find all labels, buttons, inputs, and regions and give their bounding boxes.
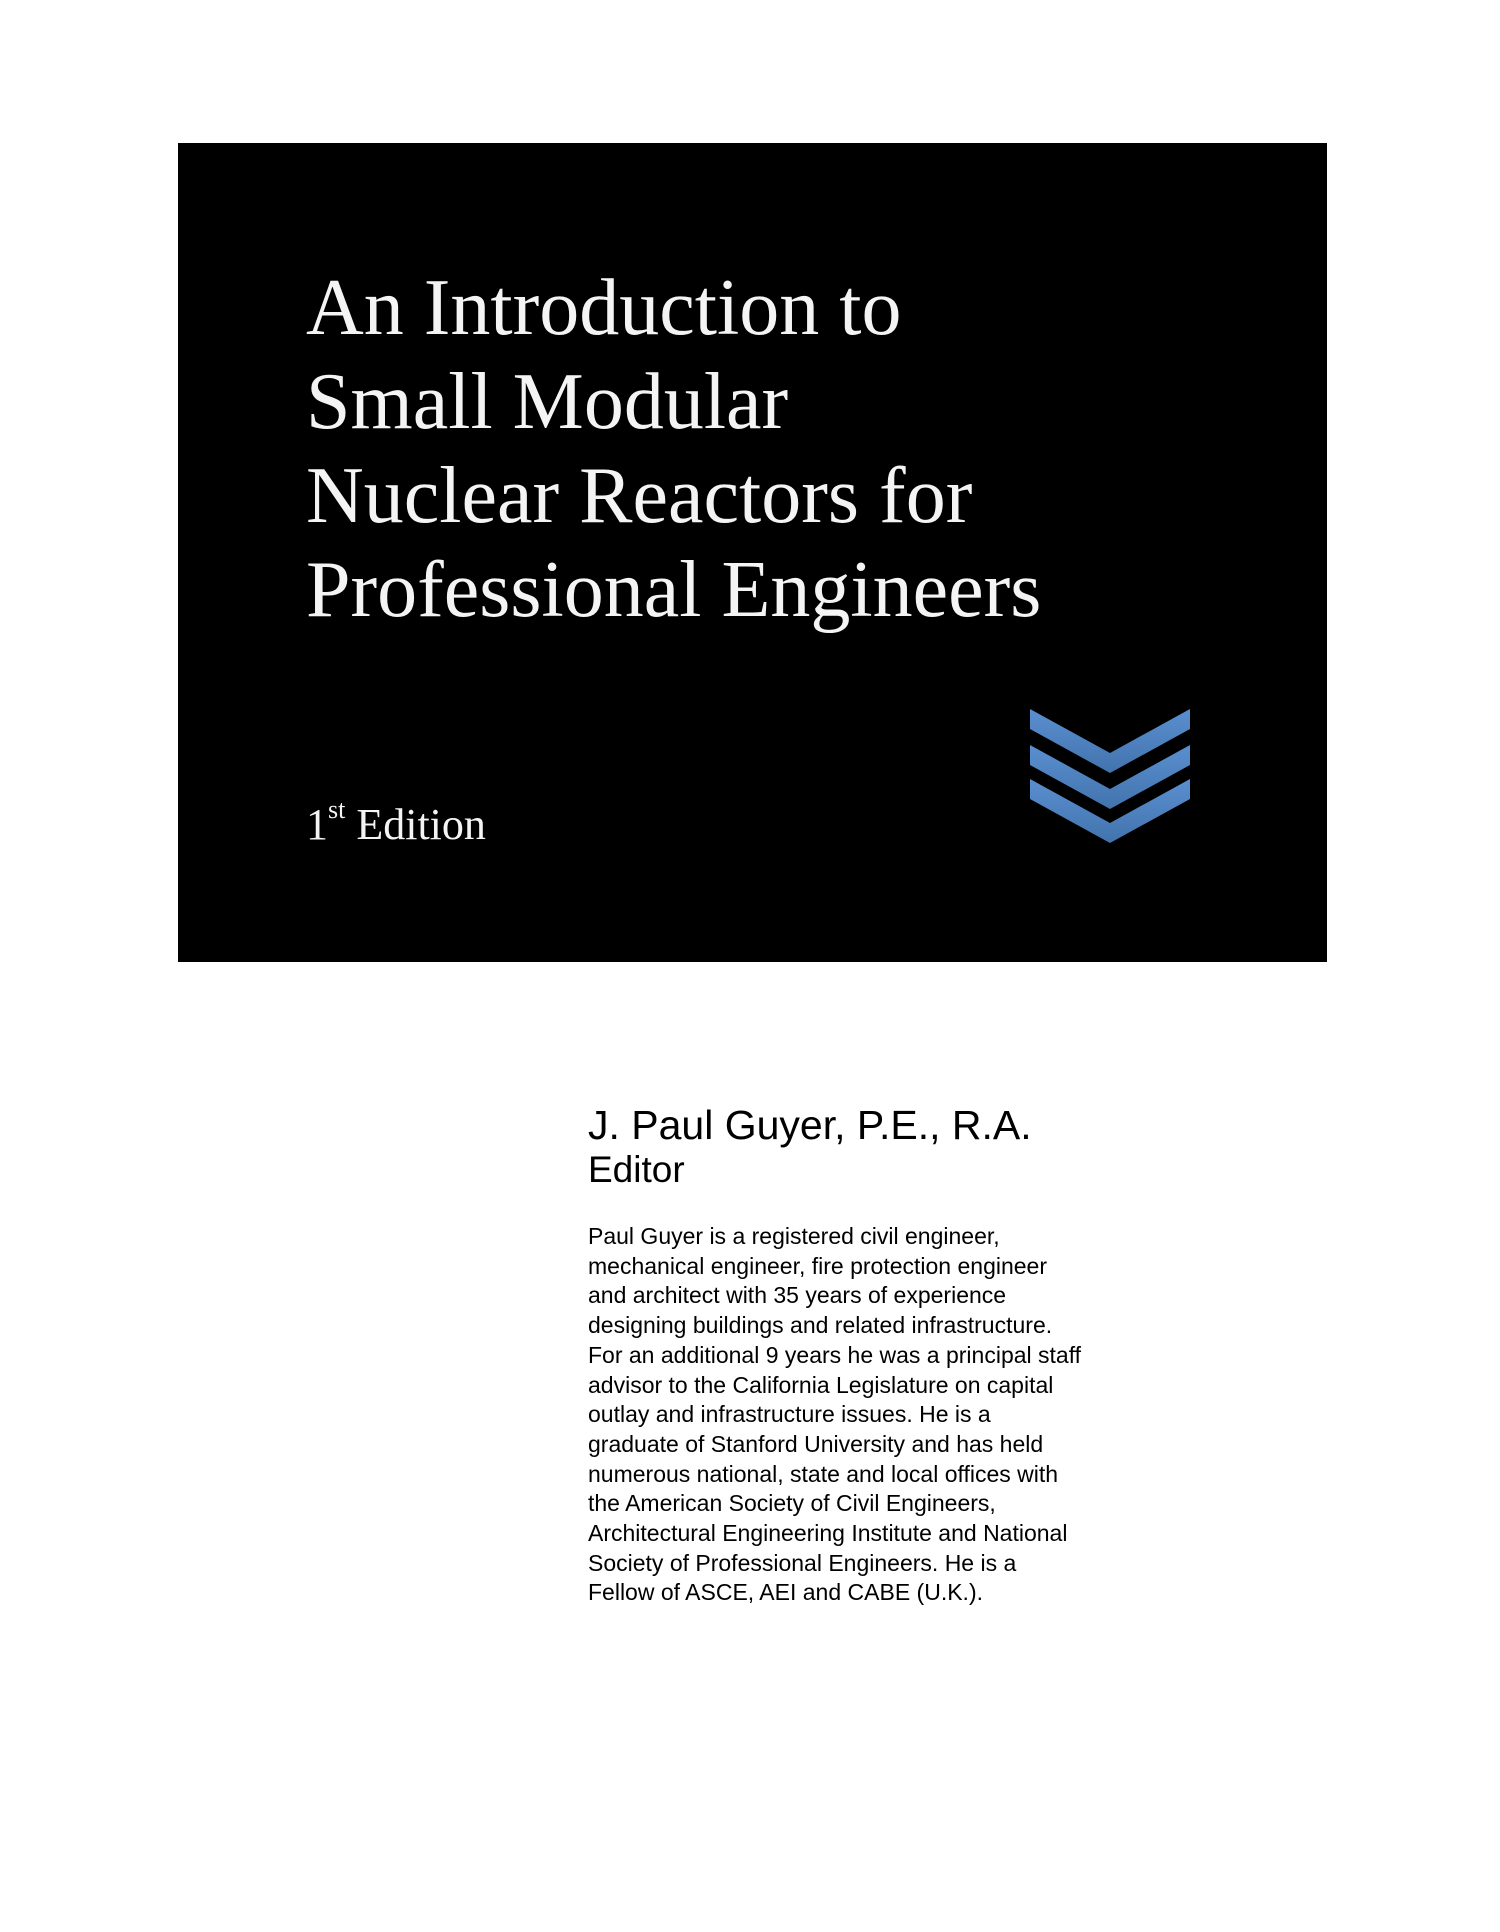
book-title (306, 261, 1041, 637)
edition (306, 795, 486, 850)
edition-suffix: st (328, 795, 346, 824)
bio-line: Society of Professional Engineers. He is a (588, 1549, 1017, 1576)
bio-line: Fellow of ASCE, AEI and CABE (U.K.). (588, 1579, 983, 1606)
edition-label: Edition (345, 800, 486, 849)
author-name: J. Paul Guyer, P.E., R.A. (588, 1102, 1032, 1148)
author-block (588, 1102, 1032, 1192)
author-bio (588, 1222, 1081, 1608)
chevron-stack-icon (1030, 709, 1190, 843)
author-role: Editor (588, 1149, 685, 1190)
bio-line: Architectural Engineering Institute and National (588, 1520, 1068, 1547)
bio-line: advisor to the California Legislature on capital (588, 1371, 1054, 1398)
bio-line: numerous national, state and local offices with (588, 1460, 1059, 1487)
title-line: An Introduction to (306, 264, 902, 352)
bio-line: For an additional 9 years he was a principal staff (588, 1341, 1082, 1368)
title-line: Nuclear Reactors for (306, 452, 973, 540)
title-line: Small Modular (306, 358, 789, 446)
bio-line: outlay and infrastructure issues. He is a (588, 1401, 991, 1428)
bio-line: the American Society of Civil Engineers, (588, 1490, 996, 1517)
bio-line: Paul Guyer is a registered civil engineer, (588, 1223, 1000, 1249)
bio-line: and architect with 35 years of experience (588, 1282, 1007, 1309)
chevron-3 (1030, 779, 1190, 843)
edition-number: 1 (306, 800, 328, 849)
bio-line: designing buildings and related infrastructure. (588, 1312, 1053, 1339)
cover-panel (178, 143, 1327, 962)
bio-line: mechanical engineer, fire protection engineer (588, 1252, 1048, 1279)
title-line: Professional Engineers (306, 546, 1042, 634)
bio-line: graduate of Stanford University and has held (588, 1430, 1044, 1457)
